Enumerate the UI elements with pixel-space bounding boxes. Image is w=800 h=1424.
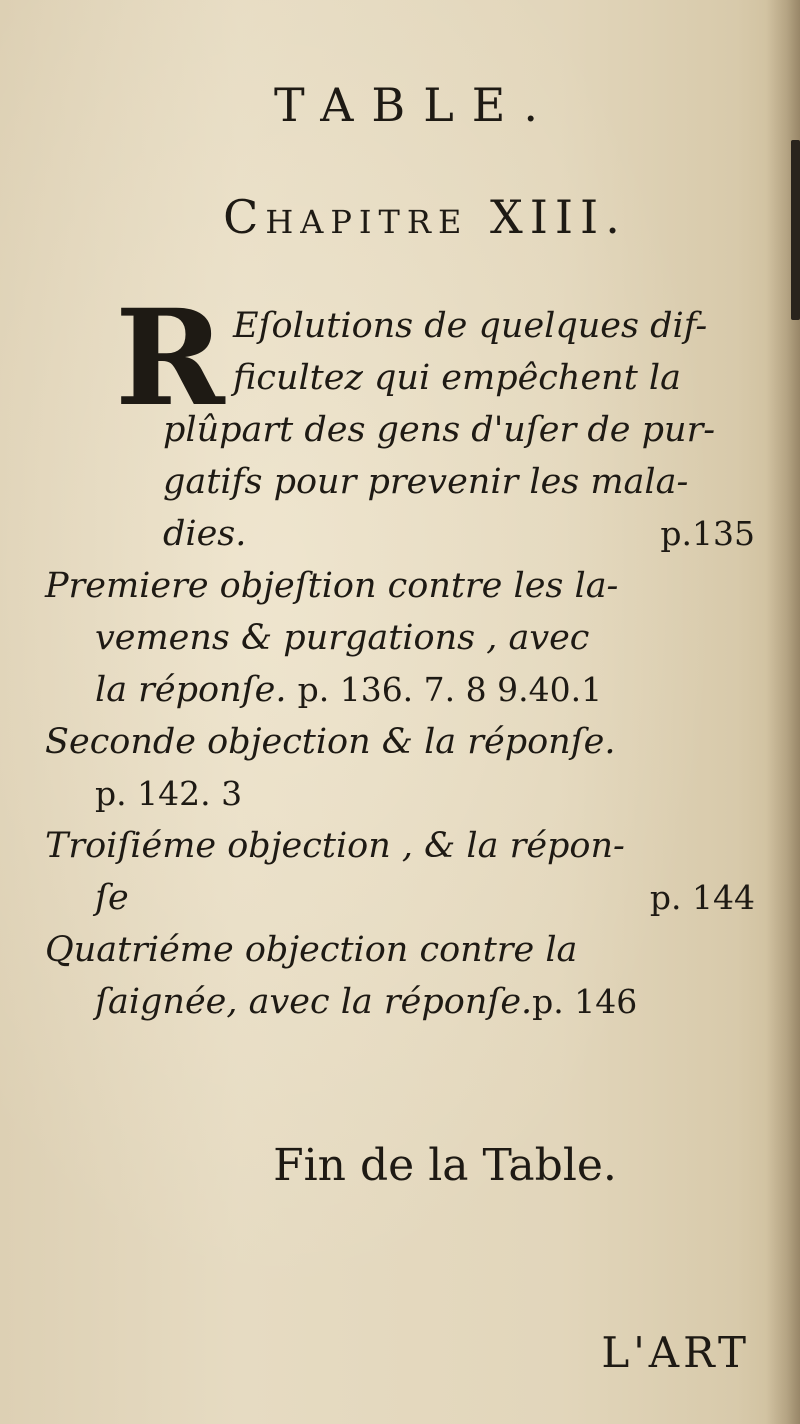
entry-line: plûpart des gens d'uſer de pur- xyxy=(163,410,716,450)
toc-entry xyxy=(45,924,755,1028)
running-head: TABLE. xyxy=(274,78,556,132)
page-reference: p. 136. 7. 8 9.40.1 xyxy=(297,670,603,709)
chapter-heading: Chapitre XIII. xyxy=(223,190,627,244)
toc-entry xyxy=(45,716,755,820)
entry-line xyxy=(163,508,755,560)
catchword: L'ART xyxy=(601,1328,750,1377)
page-reference: p.135 xyxy=(660,514,755,553)
entry-line: gatifs pour prevenir les mala- xyxy=(163,462,689,502)
entry-line: ficultez qui empêchent la xyxy=(233,358,681,398)
entry-line: Troiſiéme objection , & la répon- xyxy=(45,826,625,866)
entry-line: Eſolutions de quelques dif- xyxy=(233,306,708,346)
page-reference: p. 144 xyxy=(649,878,755,917)
entry-text: ſaignée, avec la réponſe. xyxy=(95,982,533,1022)
closing-line: Fin de la Table. xyxy=(273,1140,617,1191)
toc-entry xyxy=(45,560,755,716)
entry-text: ſe xyxy=(95,878,129,918)
entry-line xyxy=(45,872,755,924)
entry-text: dies. xyxy=(163,514,247,554)
entry-line xyxy=(45,664,755,716)
entry-line: Quatriéme objection contre la xyxy=(45,930,578,970)
table-of-contents xyxy=(45,281,755,1028)
entry-line: Premiere objeſtion contre les la- xyxy=(45,566,619,606)
page-reference: p. 146 xyxy=(532,982,638,1021)
page-reference: p. 142. 3 xyxy=(95,774,243,813)
entry-line xyxy=(45,976,755,1028)
entry-line: vemens & purgations , avec xyxy=(95,618,590,658)
entry-line: Seconde objection & la réponſe. xyxy=(45,722,616,762)
drop-cap: R xyxy=(115,281,225,436)
toc-entry xyxy=(115,281,755,560)
entry-text: la réponſe. xyxy=(95,670,287,710)
toc-entry xyxy=(45,820,755,924)
